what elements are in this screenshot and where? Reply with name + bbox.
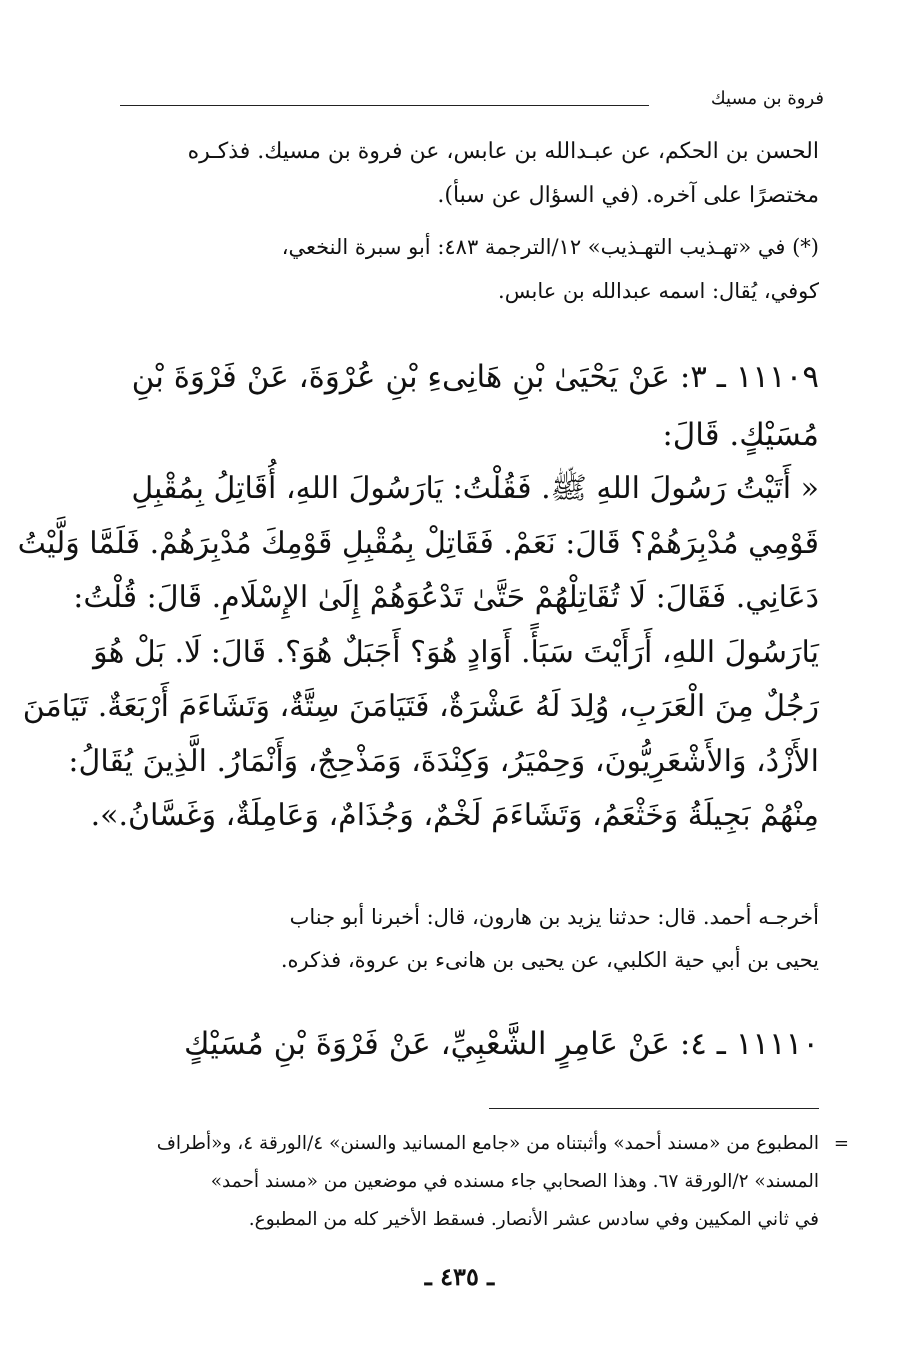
takhrij-line: يحيى بن أبي حية الكلبي، عن يحيى بن هانىء بن عروة، فذكره. — [280, 948, 819, 972]
note-line: مختصرًا على آخره. (في السؤال عن سبأ). — [437, 183, 819, 208]
running-header — [120, 88, 824, 118]
page-number: ـ ٤٣٥ ـ — [424, 1262, 495, 1291]
footnote-line: المطبوع من «مسند أحمد» وأثبتناه من «جامع المسانيد والسنن» ٤/الورقة ٤، و«أطراف — [156, 1133, 819, 1154]
hadith-text-line: « أَتَيْتُ رَسُولَ اللهِ ﷺ. فَقُلْتُ: يَارَسُولَ اللهِ، أُقَاتِلُ بِمُقْبِلِ — [131, 471, 819, 506]
hadith-text-line: رَجُلٌ مِنَ الْعَرَبِ، وُلِدَ لَهُ عَشْرَةٌ، فَتَيَامَنَ سِتَّةٌ، وَتَشَاءَمَ أَرْبَعَةٌ. تَيَامَنَ — [22, 689, 819, 724]
note-line: كوفي، يُقال: اسمه عبدالله بن عابس. — [498, 279, 819, 303]
footnote-rule — [489, 1108, 819, 1109]
header-rule — [120, 105, 649, 106]
hadith-11110-heading — [118, 1015, 819, 1073]
hadith-text-line: دَعَانِي. فَقَالَ: لَا تُقَاتِلْهُمْ حَتَّىٰ تَدْعُوَهُمْ إِلَىٰ الإِسْلَامِ. قَالَ: قُلْتُ: — [73, 580, 819, 615]
hadith-11109-heading — [118, 348, 819, 464]
hadith-heading-line: ١١١٠٩ ـ ٣: عَنْ يَحْيَىٰ بْنِ هَانِىءِ بْنِ عُرْوَةَ، عَنْ فَرْوَةَ بْنِ — [131, 359, 819, 395]
note-line: (*) في «تهـذيب التهـذيب» ١٢/الترجمة ٤٨٣: أبو سبرة النخعي، — [281, 235, 819, 259]
takhrij-line: أخرجـه أحمد. قال: حدثنا يزيد بن هارون، قال: أخبرنا أبو جناب — [289, 905, 819, 929]
running-title: فروة بن مسيك — [710, 88, 824, 109]
hadith-text-line: قَوْمِي مُدْبِرَهُمْ؟ قَالَ: نَعَمْ. فَقَاتِلْ بِمُقْبِلِ قَوْمِكَ مُدْبِرَهُمْ. فَلَمَّا وَلَّيْتُ — [17, 525, 819, 561]
footnote — [118, 1125, 849, 1239]
footnote-continuation-mark: = — [833, 1133, 849, 1154]
hadith-heading-line: ١١١١٠ ـ ٤: عَنْ عَامِرٍ الشَّعْبِيِّ، عَنْ فَرْوَةَ بْنِ مُسَيْكٍ — [184, 1026, 819, 1062]
hadith-text-line: الأَزْدُ، وَالأَشْعَرِيُّونَ، وَحِمْيَرُ، وَكِنْدَةَ، وَمَذْحِجٌ، وَأَنْمَارُ. الَّذِينَ يُقَالُ: — [68, 743, 819, 779]
star-note — [118, 225, 819, 313]
hadith-heading-line: مُسَيْكٍ. قَالَ: — [662, 417, 819, 453]
footnote-line: في ثاني المكيين وفي سادس عشر الأنصار. فسقط الأخير كله من المطبوع. — [248, 1209, 819, 1230]
note-line: الحسن بن الحكم، عن عبـدالله بن عابس، عن فروة بن مسيك. فذكـره — [187, 139, 819, 164]
hadith-11109-text — [17, 462, 819, 844]
hadith-text-line: يَارَسُولَ اللهِ، أَرَأَيْتَ سَبَأً. أَوَادٍ هُوَ؟ أَجَبَلٌ هُوَ؟. قَالَ: لَا. بَلْ هُوَ — [93, 634, 819, 670]
takhrij-note — [118, 896, 819, 982]
footnote-line: المسند» ٢/الورقة ٦٧. وهذا الصحابي جاء مسنده في موضعين من «مسند أحمد» — [210, 1171, 819, 1192]
hadith-text-line: مِنْهُمْ بَجِيلَةُ وَخَثْعَمُ، وَتَشَاءَمَ لَخْمٌ، وَجُذَامٌ، وَعَامِلَةٌ، وَغَسَّانُ.». — [90, 798, 819, 833]
continued-note — [118, 130, 819, 218]
